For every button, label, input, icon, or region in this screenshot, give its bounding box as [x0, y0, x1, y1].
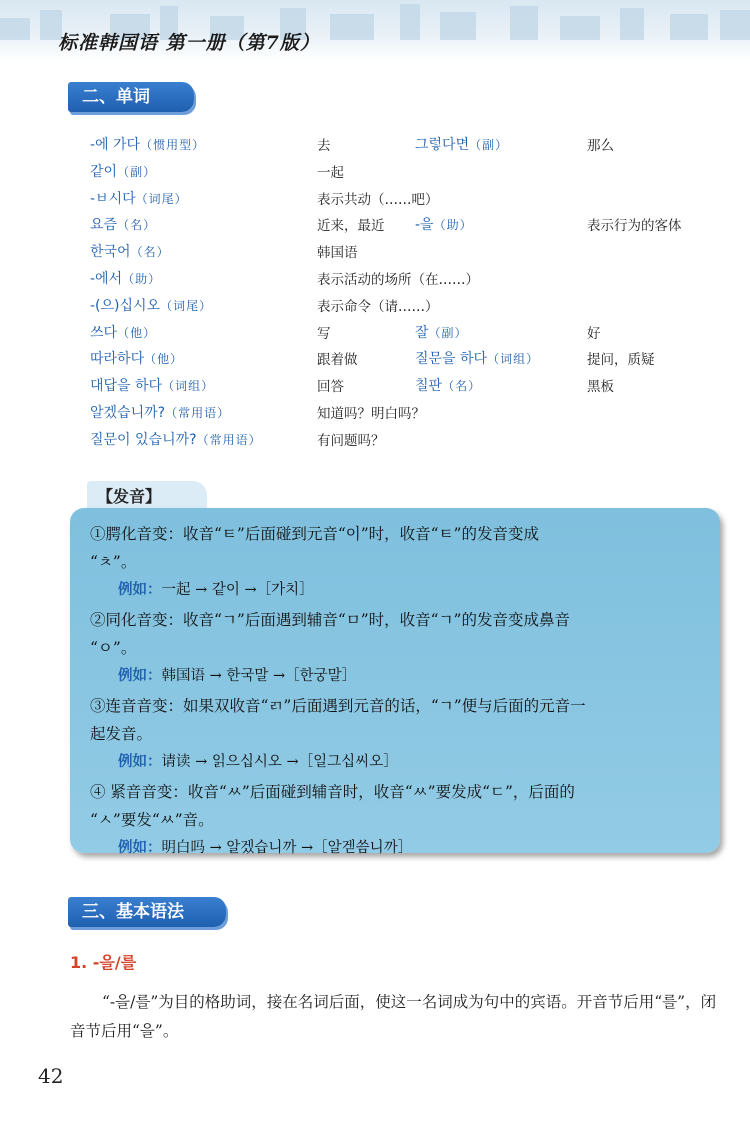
vocab-meaning-2: 表示行为的客体	[587, 218, 682, 235]
vocab-word: 알겠습니까?（常用语）	[90, 404, 231, 421]
vocab-row	[90, 373, 730, 400]
vocab-word-2: 그렇다면（副）	[415, 137, 509, 153]
vocab-word: -에서（助）	[90, 270, 162, 287]
vocab-meaning-2: 好	[587, 325, 601, 342]
vocab-row	[90, 266, 730, 293]
example-line: 例如：韩国语 → 한국말 →［한궁말］	[118, 668, 357, 684]
vocab-word-2: 칠판（名）	[415, 378, 482, 395]
rule-line-2: “ㅊ”。	[90, 553, 137, 571]
vocab-meaning: 表示活动的场所（在……）	[317, 271, 479, 288]
vocab-meaning-2: 提问，质疑	[587, 352, 655, 369]
pronunciation-item	[90, 778, 710, 862]
vocab-word: -(으)십시오（词尾）	[90, 297, 213, 314]
section-grammar-header: 三、基本语法	[68, 897, 226, 927]
rule-line-1: ①腭化音变：收音“ㅌ”后面碰到元音“이”时，收音“ㅌ”的发音变成	[90, 525, 539, 543]
rule-line-2: 起发音。	[90, 725, 153, 743]
vocab-row	[90, 132, 730, 159]
book-title: 标准韩国语 第一册（第7版）	[58, 32, 320, 54]
vocab-meaning: 一起	[317, 164, 344, 181]
rule-line-1: ②同化音变：收音“ㄱ”后面遇到辅音“ㅁ”时，收音“ㄱ”的发音变成鼻音	[90, 611, 570, 629]
grammar-subtitle: 1. -을/를	[70, 953, 137, 972]
pronunciation-item	[90, 606, 710, 690]
rule-line-2: “ㅇ”。	[90, 639, 137, 657]
grammar-body: “-을/를”为目的格助词，接在名词后面，使这一名词成为句中的宾语。开音节后用“를”，闭音节后用“을”。	[70, 993, 717, 1040]
vocab-meaning: 表示命令（请……）	[317, 298, 439, 315]
vocab-word: 질문이 있습니까?（常用语）	[90, 431, 262, 448]
vocab-meaning: 韩国语	[317, 245, 358, 262]
vocab-row	[90, 346, 730, 373]
vocab-word: 쓰다（他）	[90, 324, 157, 341]
vocab-row	[90, 186, 730, 213]
example-line: 例如：请读 → 읽으십시오 →［일그십씨오］	[118, 754, 398, 770]
vocab-word-2: -을（助）	[415, 217, 473, 234]
vocab-word: 대답을 하다（词组）	[90, 378, 215, 395]
rule-line-1: ④ 紧音音变：收音“ㅆ”后面碰到辅音时，收音“ㅆ”要发成“ㄷ”，后面的	[90, 783, 575, 801]
vocab-word-2: 질문을 하다（词组）	[415, 351, 540, 368]
vocab-word-2: 잘（副）	[415, 324, 468, 341]
vocab-row	[90, 293, 730, 320]
vocab-row	[90, 400, 730, 427]
vocab-word: -에 가다（惯用型）	[90, 137, 206, 153]
vocab-meaning: 回答	[317, 379, 344, 396]
vocab-meaning-2: 黑板	[587, 379, 614, 396]
vocab-list	[90, 132, 730, 454]
vocab-word: 요즘（名）	[90, 217, 157, 234]
vocab-row	[90, 159, 730, 186]
vocab-row	[90, 239, 730, 266]
vocab-row	[90, 212, 730, 239]
vocab-row	[90, 427, 730, 454]
vocab-word: 따라하다（他）	[90, 351, 184, 368]
vocab-meaning: 知道吗？明白吗？	[317, 405, 425, 422]
example-line: 例如：明白吗 → 알겠습니까 →［알겓씀니까］	[118, 840, 413, 856]
rule-line-2: “ㅅ”要发“ㅆ”音。	[90, 811, 214, 829]
example-line: 例如：一起 → 같이 →［가치］	[118, 582, 314, 598]
vocab-meaning: 跟着做	[317, 352, 358, 369]
pronunciation-item	[90, 520, 710, 604]
vocab-word: 한국어（名）	[90, 244, 170, 261]
vocab-meaning: 有问题吗？	[317, 432, 385, 449]
vocab-word: -ㅂ시다（词尾）	[90, 190, 188, 207]
pronunciation-content	[90, 520, 710, 864]
section-vocab-header: 二、单词	[68, 82, 194, 112]
vocab-meaning: 近来，最近	[317, 218, 385, 235]
vocab-row	[90, 320, 730, 347]
page-number: 42	[38, 1064, 64, 1088]
rule-line-1: ③连音音变：如果双收音“ㄺ”后面遇到元音的话，“ㄱ”便与后面的元音一	[90, 697, 586, 715]
vocab-meaning: 表示共动（……吧）	[317, 191, 439, 208]
pronunciation-label: 【发音】	[87, 481, 207, 517]
vocab-meaning: 去	[317, 138, 331, 154]
pronunciation-item	[90, 692, 710, 776]
vocab-meaning: 写	[317, 325, 331, 342]
vocab-meaning-2: 那么	[587, 138, 614, 154]
vocab-word: 같이（副）	[90, 163, 157, 180]
